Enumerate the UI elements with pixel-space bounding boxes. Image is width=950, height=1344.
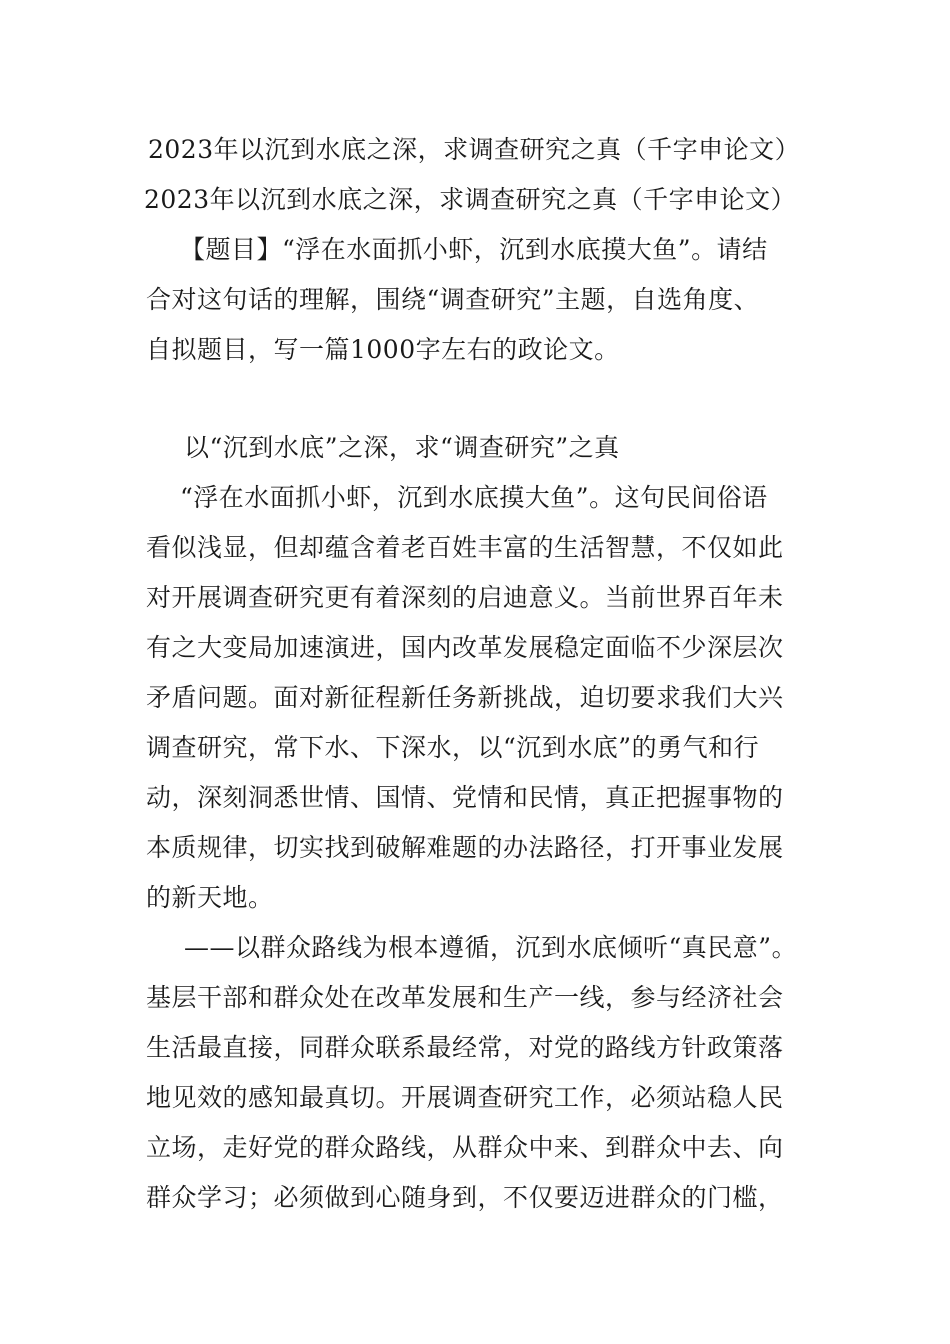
essay-title: 以“沉到水底”之深，求“调查研究”之真 xyxy=(184,433,620,462)
prompt-line: 合对这句话的理解，围绕“调查研究”主题，自选角度、 xyxy=(146,285,760,314)
paragraph-line: 地见效的感知最真切。开展调查研究工作，必须站稳人民 xyxy=(146,1083,784,1112)
document-title-repeat: 2023年以沉到水底之深，求调查研究之真（千字申论文） xyxy=(144,185,797,214)
paragraph-line: 群众学习；必须做到心随身到，不仅要迈进群众的门槛， xyxy=(146,1183,784,1212)
paragraph-line: 的新天地。 xyxy=(146,883,274,912)
paragraph-line: 本质规律，切实找到破解难题的办法路径，打开事业发展 xyxy=(146,833,784,862)
paragraph-line: 调查研究，常下水、下深水，以“沉到水底”的勇气和行 xyxy=(146,733,760,762)
paragraph-line: 基层干部和群众处在改革发展和生产一线，参与经济社会 xyxy=(146,983,784,1012)
paragraph-line: 生活最直接，同群众联系最经常，对党的路线方针政策落 xyxy=(146,1033,784,1062)
prompt-line: 自拟题目，写一篇1000字左右的政论文。 xyxy=(146,335,620,364)
paragraph-line: 动，深刻洞悉世情、国情、党情和民情，真正把握事物的 xyxy=(146,783,784,812)
paragraph-line: “浮在水面抓小虾，沉到水底摸大鱼”。这句民间俗语 xyxy=(180,483,768,512)
paragraph-line: 对开展调查研究更有着深刻的启迪意义。当前世界百年未 xyxy=(146,583,784,612)
paragraph-line: 有之大变局加速演进，国内改革发展稳定面临不少深层次 xyxy=(146,633,784,662)
document-title: 2023年以沉到水底之深，求调查研究之真（千字申论文） xyxy=(148,135,801,164)
paragraph-line: 看似浅显，但却蕴含着老百姓丰富的生活智慧，不仅如此 xyxy=(146,533,784,562)
paragraph-line: ——以群众路线为根本遵循，沉到水底倾听“真民意”。 xyxy=(184,933,798,962)
paragraph-line: 矛盾问题。面对新征程新任务新挑战，迫切要求我们大兴 xyxy=(146,683,784,712)
prompt-line: 【题目】“浮在水面抓小虾，沉到水底摸大鱼”。请结 xyxy=(180,235,768,264)
paragraph-line: 立场，走好党的群众路线，从群众中来、到群众中去、向 xyxy=(146,1133,784,1162)
